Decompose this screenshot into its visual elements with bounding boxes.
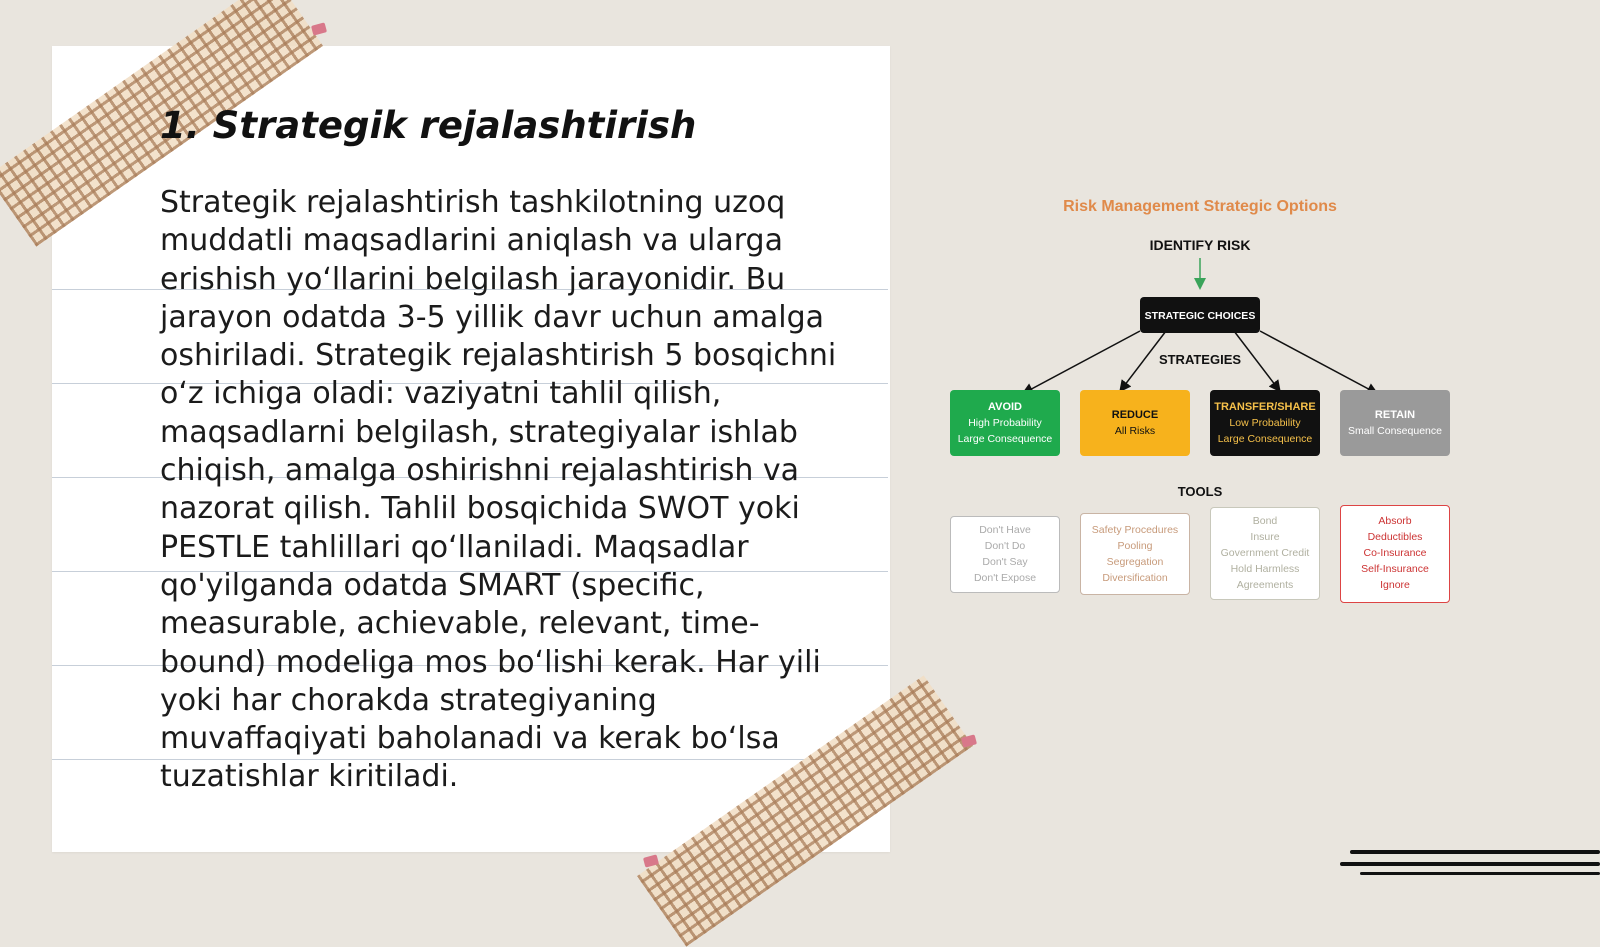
strategy-detail: High Probability	[968, 417, 1042, 429]
tool-item: Government Credit	[1220, 547, 1310, 559]
tool-item: Don't Say	[982, 556, 1028, 568]
tool-item: Safety Procedures	[1091, 524, 1179, 536]
slide-body-text: Strategik rejalashtirish tashkilotning uzoq muddatli maqsadlarini aniqlash va ularga erishish yo‘llarini belgilash jarayonidir. Bu jarayon odatda 3-5 yillik davr uchun amalga oshiriladi. Strategik rejalashtirish 5 bosqichni o‘z ichiga oladi: vaziyatni tahlil qilish, maqsadlarni belgilash, strategiyalar ishlab chiqish, amalga oshirishni rejalashtirish va nazorat qilish. Tahlil bosqichida SWOT yoki PESTLE tahlillari qo‘llaniladi. Maqsadlar qo'yilganda odatda SMART (specific, measurable, achievable, relevant, time-bound) modeliga mos bo‘lishi kerak. Har yili yoki har chorakda strategiyaning muvaffaqiyati baholanadi va kerak bo‘lsa tuzatishlar kiritiladi.	[160, 185, 837, 795]
tool-item: Hold Harmless	[1230, 563, 1300, 575]
tool-item: Ignore	[1380, 579, 1410, 591]
strategy-detail: Large Consequence	[957, 433, 1053, 445]
tools-box-reduce	[1080, 513, 1190, 595]
tool-item: Insure	[1250, 531, 1280, 543]
tools-box-transfer-share	[1210, 507, 1320, 600]
strategic-choices-box: STRATEGIC CHOICES	[1140, 297, 1260, 333]
tape-tip	[961, 734, 977, 747]
strategy-name: AVOID	[987, 401, 1023, 413]
strategies-label: STRATEGIES	[1158, 352, 1242, 367]
risk-management-diagram	[940, 190, 1460, 610]
tool-item: Bond	[1252, 515, 1278, 527]
tool-item: Absorb	[1378, 515, 1412, 527]
slide-title: 1. Strategik rejalashtirish	[160, 104, 697, 147]
strategy-name: REDUCE	[1111, 409, 1159, 421]
tool-item: Segregation	[1106, 556, 1164, 568]
tools-box-retain	[1340, 505, 1450, 603]
tool-item: Deductibles	[1367, 531, 1423, 543]
identify-risk-label: IDENTIFY RISK	[1149, 237, 1251, 253]
tool-item: Self-Insurance	[1361, 563, 1429, 575]
strategy-detail: Large Consequence	[1217, 433, 1313, 445]
tools-label: TOOLS	[1177, 484, 1223, 499]
tool-item: Agreements	[1236, 579, 1294, 591]
strategy-name: TRANSFER/SHARE	[1214, 401, 1316, 413]
strategy-name: RETAIN	[1374, 409, 1416, 421]
strategy-box-avoid	[950, 390, 1060, 456]
tool-item: Don't Expose	[973, 572, 1037, 584]
tools-box-avoid	[950, 516, 1060, 593]
tool-item: Co-Insurance	[1363, 547, 1427, 559]
strategy-box-retain	[1340, 390, 1450, 456]
diagram-title: Risk Management Strategic Options	[1063, 198, 1337, 215]
decorative-brush-lines	[1340, 842, 1600, 892]
strategy-detail: Small Consequence	[1348, 425, 1442, 437]
tape-tip	[311, 22, 327, 35]
strategy-detail: Low Probability	[1229, 417, 1301, 429]
tool-item: Don't Do	[984, 540, 1026, 552]
tool-item: Pooling	[1117, 540, 1153, 552]
strategy-box-transfer-share	[1210, 390, 1320, 456]
tool-item: Don't Have	[979, 524, 1031, 536]
strategy-box-reduce	[1080, 390, 1190, 456]
strategy-detail: All Risks	[1114, 425, 1156, 437]
tool-item: Diversification	[1102, 572, 1168, 584]
